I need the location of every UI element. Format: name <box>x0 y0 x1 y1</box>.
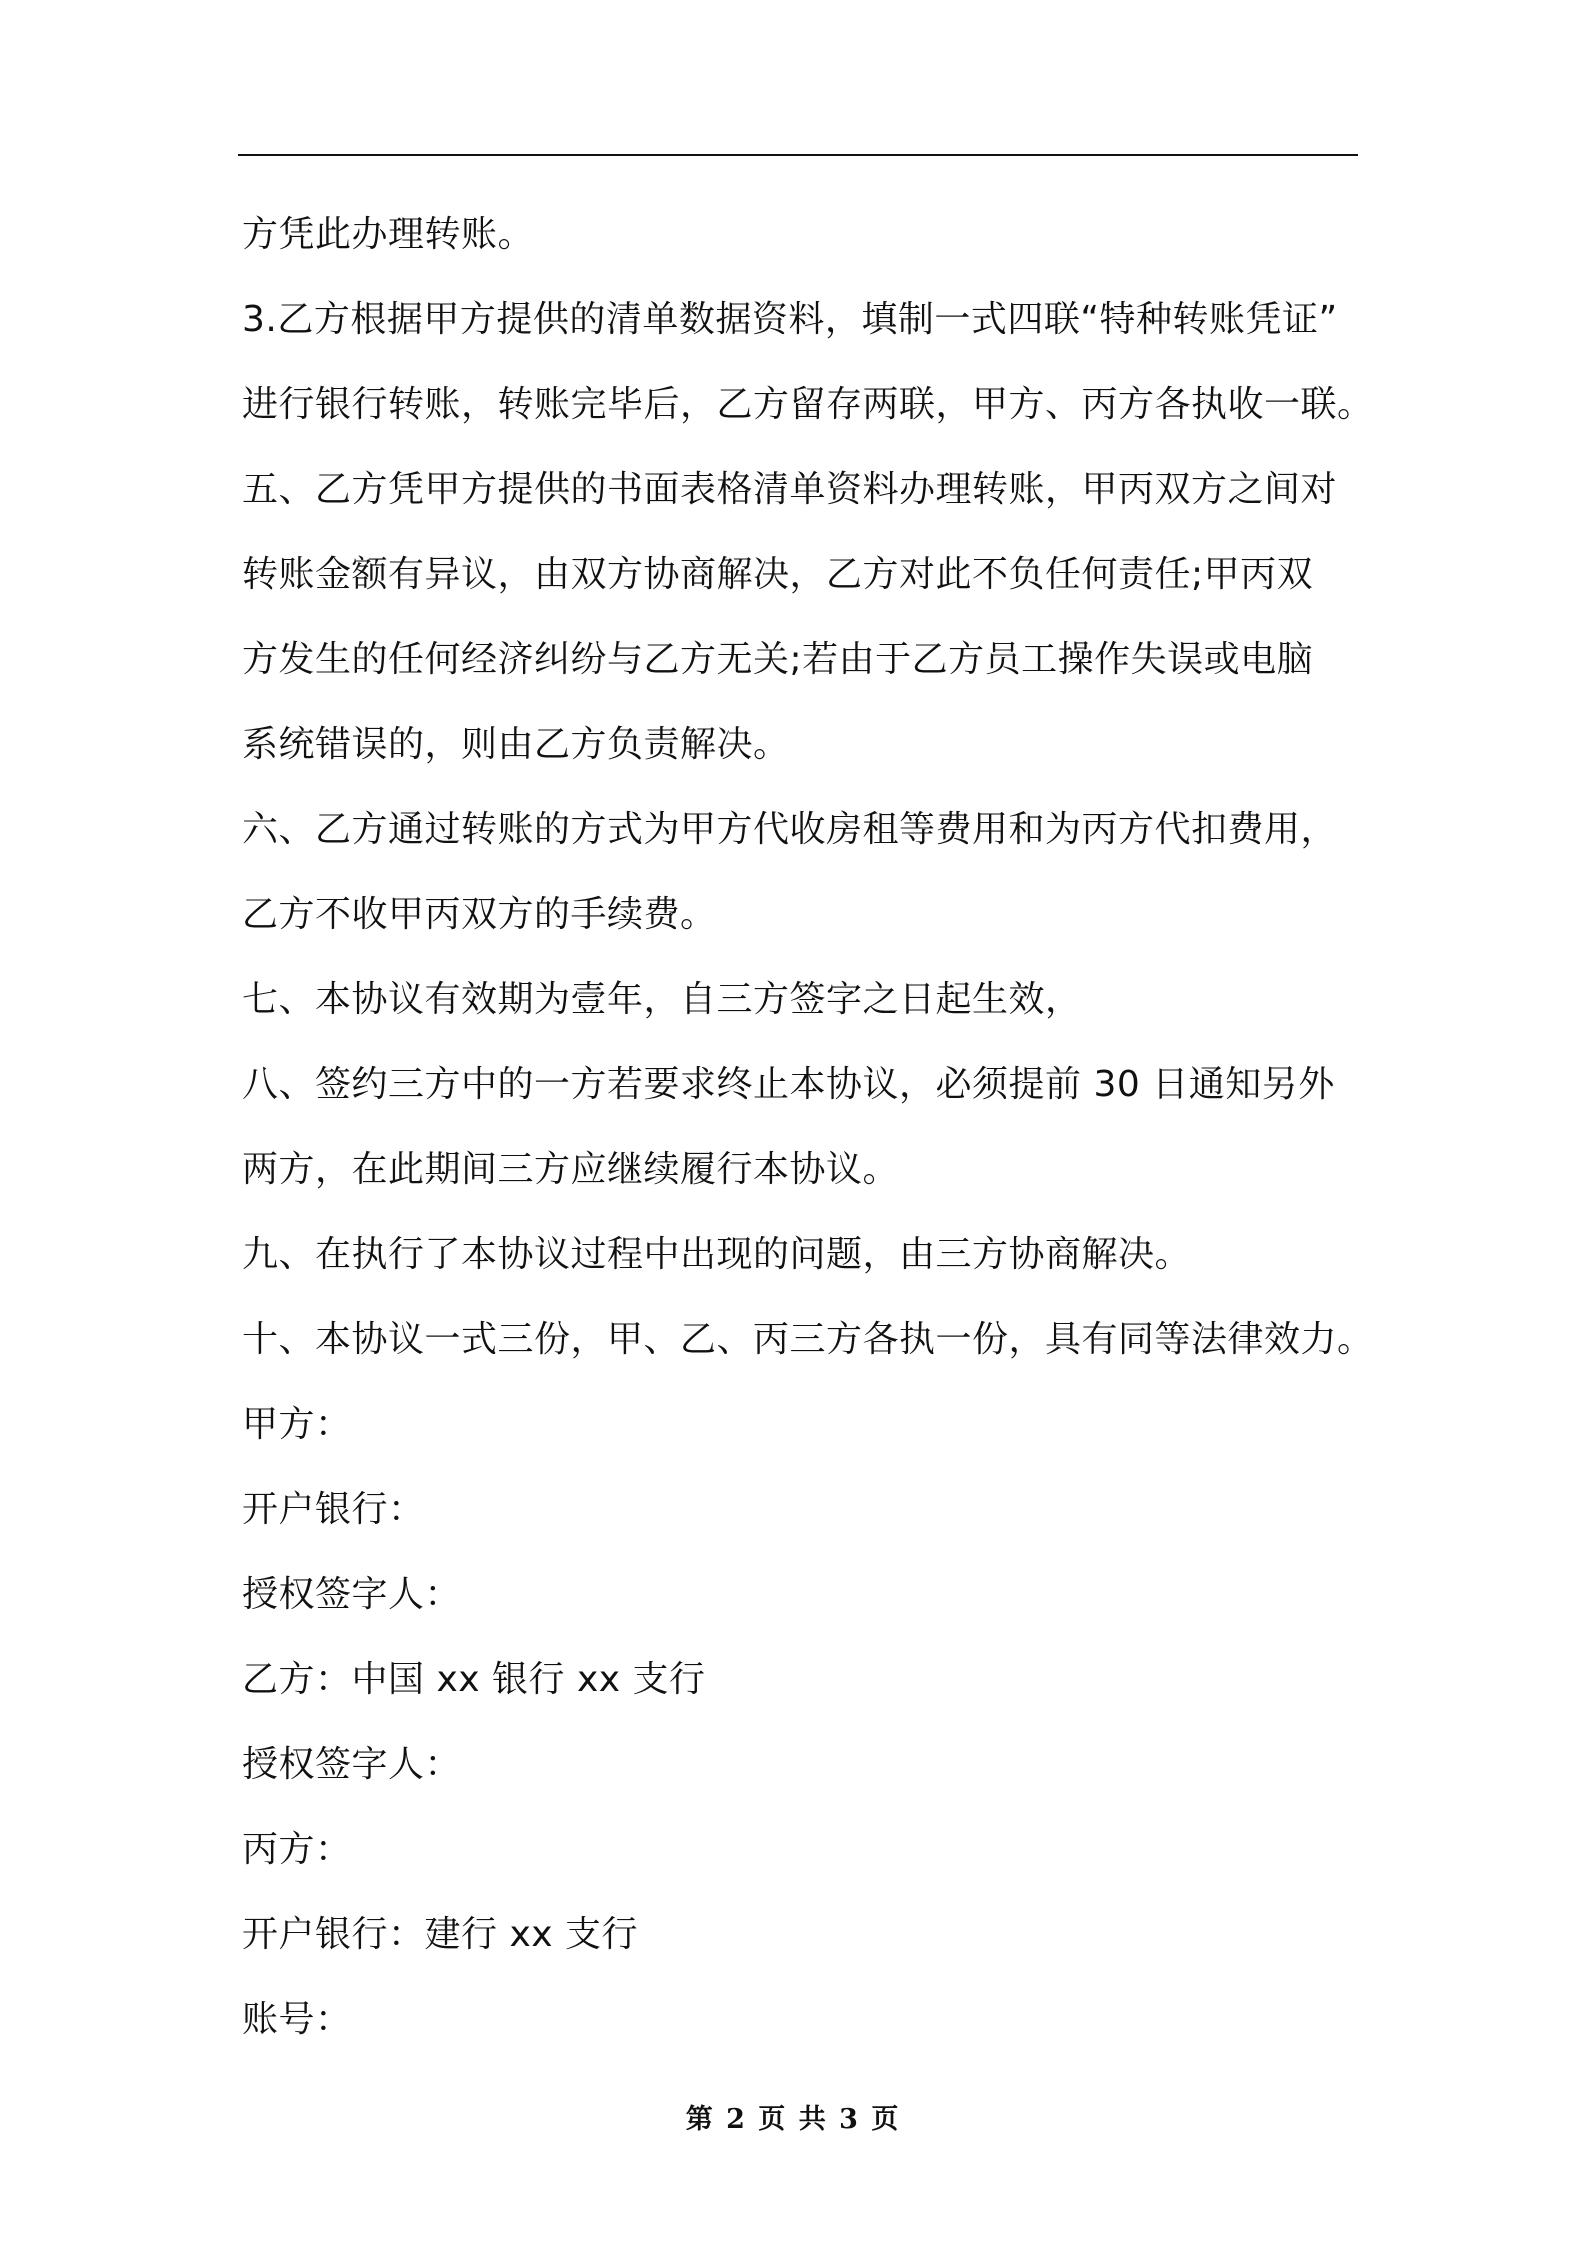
current-page-number: 2 <box>726 2104 747 2135</box>
text-line: 3.乙方根据甲方提供的清单数据资料，填制一式四联“特种转账凭证” <box>242 299 1338 340</box>
footer-suffix: 页 <box>871 2104 901 2135</box>
signatory-label: 授权签字人： <box>242 1744 462 1785</box>
signatory-label: 授权签字人： <box>242 1574 462 1615</box>
party-a-label: 甲方： <box>242 1404 352 1445</box>
text-line: 八、签约三方中的一方若要求终止本协议，必须提前 30 日通知另外 <box>242 1064 1335 1105</box>
text-line: 十、本协议一式三份，甲、乙、丙三方各执一份，具有同等法律效力。 <box>242 1319 1374 1360</box>
text-line: 五、乙方凭甲方提供的书面表格清单资料办理转账，甲丙双方之间对 <box>242 469 1338 510</box>
page-footer <box>0 2097 1586 2136</box>
total-page-number: 3 <box>839 2104 860 2135</box>
text-line: 方发生的任何经济纠纷与乙方无关;若由于乙方员工操作失误或电脑 <box>242 639 1314 680</box>
text-line: 系统错误的，则由乙方负责解决。 <box>242 724 790 765</box>
footer-prefix: 第 <box>685 2104 715 2135</box>
text-line: 七、本协议有效期为壹年，自三方签字之日起生效， <box>242 979 1082 1020</box>
account-number-label: 账号： <box>242 1999 352 2040</box>
bank-account-label: 开户银行： <box>242 1489 425 1530</box>
text-line: 六、乙方通过转账的方式为甲方代收房租等费用和为丙方代扣费用， <box>242 809 1338 850</box>
party-b-label: 乙方：中国 xx 银行 xx 支行 <box>242 1659 706 1700</box>
text-line: 方凭此办理转账。 <box>242 214 535 255</box>
document-body <box>242 192 1374 2062</box>
text-line: 转账金额有异议，由双方协商解决，乙方对此不负任何责任;甲丙双 <box>242 554 1314 595</box>
footer-middle: 页 共 <box>758 2104 828 2135</box>
text-line: 九、在执行了本协议过程中出现的问题，由三方协商解决。 <box>242 1234 1192 1275</box>
header-divider <box>238 154 1358 156</box>
text-line: 进行银行转账，转账完毕后，乙方留存两联，甲方、丙方各执收一联。 <box>242 384 1374 425</box>
bank-account-label: 开户银行：建行 xx 支行 <box>242 1914 638 1955</box>
party-c-label: 丙方： <box>242 1829 352 1870</box>
text-line: 两方，在此期间三方应继续履行本协议。 <box>242 1149 900 1190</box>
text-line: 乙方不收甲丙双方的手续费。 <box>242 894 717 935</box>
